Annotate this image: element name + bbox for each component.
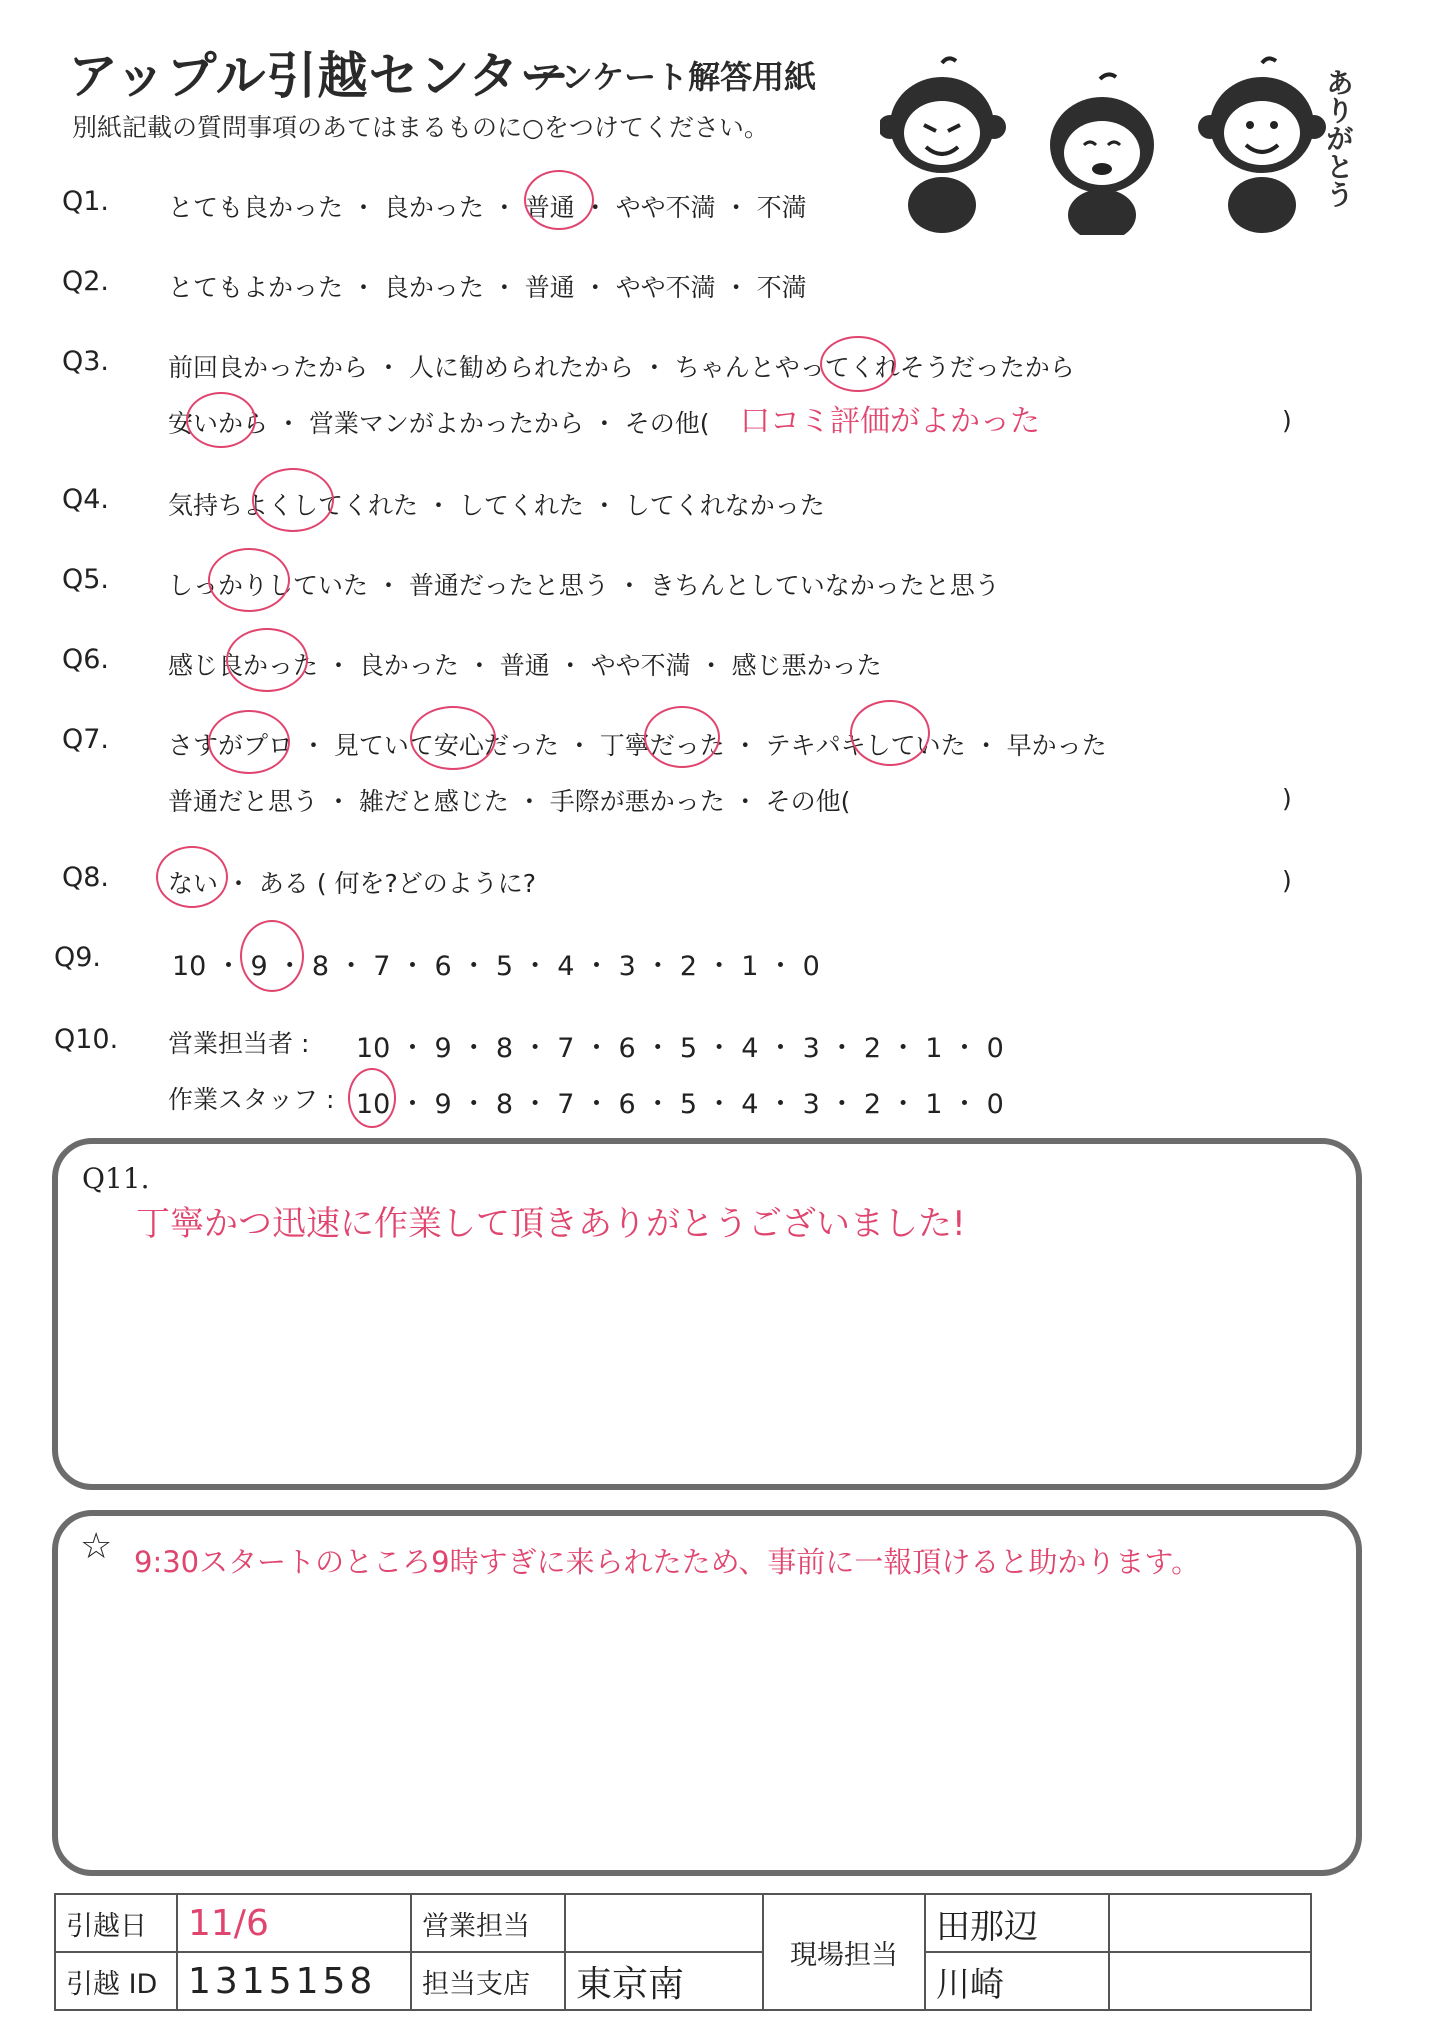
monkey-mascot-illustration	[880, 55, 1350, 235]
q10-staff-label: 作業スタッフ :	[168, 1085, 335, 1114]
q1-answer-circle	[524, 170, 594, 230]
request-handwritten-comment: 9:30スタートのところ9時すぎに来られたため、事前に一報頂けると助かります。	[134, 1545, 1201, 1579]
monkey-right-icon	[1198, 58, 1326, 233]
q3-answer-circle-1	[820, 336, 896, 392]
move-id-value: 1315158	[188, 1960, 377, 2002]
q5-answer-circle	[208, 548, 290, 612]
branch-value: 東京南	[576, 1963, 685, 2005]
q10-staff-answer-circle	[348, 1068, 396, 1128]
form-instruction: 別紙記載の質問事項のあてはまるものに○をつけてください。	[72, 113, 769, 142]
site-rep-extra-cell-2	[1109, 1952, 1311, 2010]
q2-label: Q2.	[62, 266, 110, 297]
q4-label: Q4.	[62, 484, 110, 515]
q7-label: Q7.	[62, 724, 110, 755]
q1-options: とても良かった ・ 良かった ・ 普通 ・ やや不満 ・ 不満	[168, 193, 807, 222]
q6-answer-circle	[226, 628, 308, 692]
move-date-value: 11/6	[188, 1902, 269, 1944]
q4-options: 気持ちよくしてくれた ・ してくれた ・ してくれなかった	[168, 491, 825, 520]
site-rep-label: 現場担当	[763, 1894, 925, 2010]
q5-label: Q5.	[62, 564, 110, 595]
q5-options: しっかりしていた ・ 普通だったと思う ・ きちんとしていなかったと思う	[168, 571, 1000, 600]
q3-options-line2: 安いから ・ 営業マンがよかったから ・ その他(	[168, 409, 710, 438]
site-rep-1: 田那辺	[936, 1906, 1038, 1947]
q7-answer-circle-4	[850, 700, 930, 766]
q8-options: ない ・ ある ( 何を?どのように?	[168, 869, 537, 898]
q7-answer-circle-2	[410, 706, 496, 770]
q7-answer-circle-3	[644, 706, 720, 768]
star-icon: ☆	[80, 1526, 113, 1567]
q8-answer-circle	[156, 846, 228, 908]
site-rep-extra-cell-1	[1109, 1894, 1311, 1952]
site-rep-2: 川崎	[936, 1964, 1004, 2005]
monkey-middle-icon	[1050, 74, 1154, 235]
q2-options: とてもよかった ・ 良かった ・ 普通 ・ やや不満 ・ 不満	[168, 273, 807, 302]
monkey-left-icon	[880, 58, 1006, 233]
q11-label: Q11.	[82, 1162, 150, 1195]
q10-staff-scale: 10 ・ 9 ・ 8 ・ 7 ・ 6 ・ 5 ・ 4 ・ 3 ・ 2 ・ 1 ・ 0	[356, 1089, 1004, 1120]
q11-comment-box	[52, 1138, 1362, 1490]
q9-label: Q9.	[54, 942, 102, 973]
q3-options-line1: 前回良かったから ・ 人に勧められたから ・ ちゃんとやってくれそうだったから	[168, 353, 1075, 382]
q8-close-paren: )	[1282, 866, 1292, 895]
move-date-label: 引越日	[55, 1894, 177, 1952]
q3-other-handwritten: 口コミ評価がよかった	[740, 404, 1040, 439]
q8-label: Q8.	[62, 862, 110, 893]
q3-answer-circle-2	[186, 392, 256, 448]
q3-close-paren: )	[1282, 406, 1292, 435]
thanks-vertical-text: ありがとう	[1322, 68, 1355, 208]
q7-options-line2: 普通だと思う ・ 雑だと感じた ・ 手際が悪かった ・ その他(	[168, 787, 851, 816]
q10-label: Q10.	[54, 1024, 119, 1055]
form-subtitle: アンケート解答用紙	[530, 58, 817, 96]
q1-label: Q1.	[62, 186, 110, 217]
q9-answer-circle	[240, 920, 304, 992]
form-title: アップル引越センター	[68, 47, 571, 105]
q6-label: Q6.	[62, 644, 110, 675]
q3-label: Q3.	[62, 346, 110, 377]
q10-sales-scale: 10 ・ 9 ・ 8 ・ 7 ・ 6 ・ 5 ・ 4 ・ 3 ・ 2 ・ 1 ・ 0	[356, 1033, 1004, 1064]
move-id-label: 引越 ID	[55, 1952, 177, 2010]
q10-sales-label: 営業担当者 :	[168, 1029, 310, 1058]
q7-answer-circle-1	[208, 710, 290, 774]
q4-answer-circle	[252, 468, 334, 532]
q7-options-line1: さすがプロ ・ 見ていて安心だった ・ 丁寧だった ・ テキパキしていた ・ 早かった	[168, 731, 1107, 760]
sales-rep-value	[565, 1894, 763, 1952]
q11-handwritten-comment: 丁寧かつ迅速に作業して頂きありがとうございました!	[136, 1204, 966, 1244]
branch-label: 担当支店	[411, 1952, 565, 2010]
q7-close-paren: )	[1282, 784, 1292, 813]
q6-options: 感じ良かった ・ 良かった ・ 普通 ・ やや不満 ・ 感じ悪かった	[168, 651, 882, 680]
q9-scale: 10 ・ 9 ・ 8 ・ 7 ・ 6 ・ 5 ・ 4 ・ 3 ・ 2 ・ 1 ・ 0	[172, 951, 820, 982]
sales-rep-label: 営業担当	[411, 1894, 565, 1952]
move-info-table	[54, 1893, 1312, 2011]
